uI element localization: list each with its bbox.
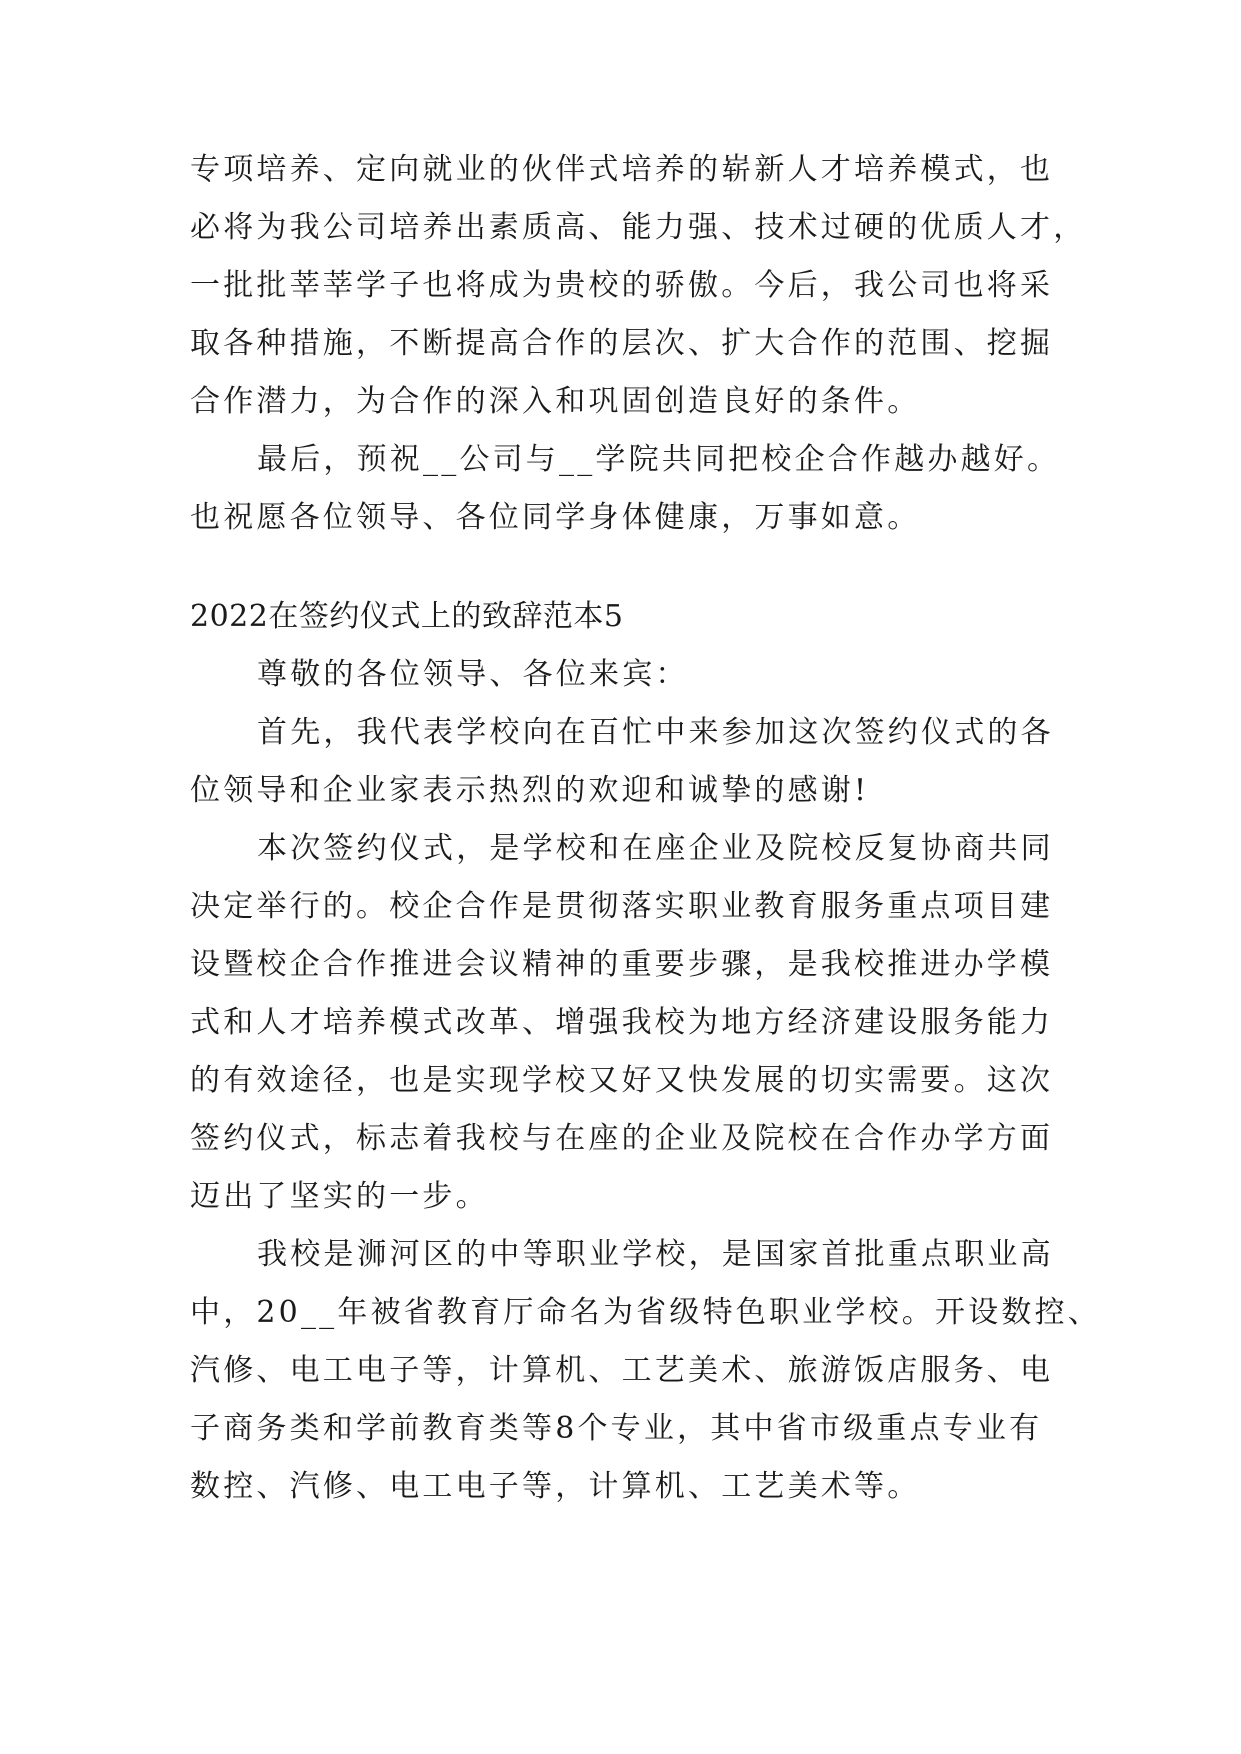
paragraph-line: 中，20__年被省教育厅命名为省级特色职业学校。开设数控、	[190, 1295, 1101, 1330]
paragraph-line: 式和人才培养模式改革、增强我校为地方经济建设服务能力	[190, 1005, 1054, 1040]
paragraph-line: 子商务类和学前教育类等8个专业，其中省市级重点专业有	[190, 1411, 1043, 1446]
paragraph-line: 首先，我代表学校向在百忙中来参加这次签约仪式的各	[257, 715, 1054, 750]
paragraph-line: 必将为我公司培养出素质高、能力强、技术过硬的优质人才，	[190, 210, 1087, 245]
paragraph-line: 签约仪式，标志着我校与在座的企业及院校在合作办学方面	[190, 1121, 1054, 1156]
paragraph-line: 数控、汽修、电工电子等，计算机、工艺美术等。	[190, 1469, 921, 1504]
paragraph-line: 我校是浉河区的中等职业学校，是国家首批重点职业高	[257, 1237, 1054, 1272]
paragraph-line: 最后，预祝__公司与__学院共同把校企合作越办越好。	[257, 442, 1061, 477]
paragraph-line: 专项培养、定向就业的伙伴式培养的崭新人才培养模式，也	[190, 152, 1054, 187]
paragraph-line: 的有效途径，也是实现学校又好又快发展的切实需要。这次	[190, 1063, 1054, 1098]
paragraph-line: 合作潜力，为合作的深入和巩固创造良好的条件。	[190, 384, 921, 419]
paragraph-line: 设暨校企合作推进会议精神的重要步骤，是我校推进办学模	[190, 947, 1054, 982]
paragraph-line: 迈出了坚实的一步。	[190, 1179, 489, 1214]
paragraph-line: 一批批莘莘学子也将成为贵校的骄傲。今后，我公司也将采	[190, 268, 1054, 303]
paragraph-line: 取各种措施，不断提高合作的层次、扩大合作的范围、挖掘	[190, 326, 1054, 361]
paragraph-line: 位领导和企业家表示热烈的欢迎和诚挚的感谢!	[190, 773, 870, 808]
paragraph-line: 决定举行的。校企合作是贯彻落实职业教育服务重点项目建	[190, 889, 1054, 924]
salutation: 尊敬的各位领导、各位来宾：	[257, 657, 689, 692]
paragraph-line: 本次签约仪式，是学校和在座企业及院校反复协商共同	[257, 831, 1054, 866]
section-heading: 2022在签约仪式上的致辞范本5	[190, 599, 624, 634]
paragraph-line: 汽修、电工电子等，计算机、工艺美术、旅游饭店服务、电	[190, 1353, 1054, 1388]
paragraph-line: 也祝愿各位领导、各位同学身体健康，万事如意。	[190, 500, 921, 535]
